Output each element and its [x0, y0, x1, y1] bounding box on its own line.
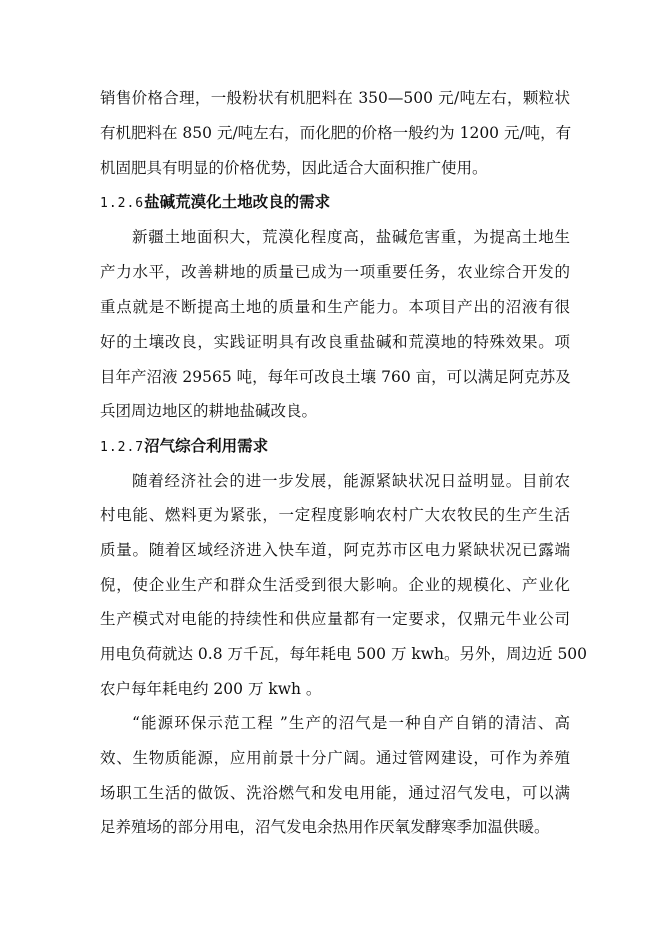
paragraph-line: 产力水平，改善耕地的质量已成为一项重要任务，农业综合开发的 [100, 263, 570, 281]
paragraph-line: 生产模式对电能的持续性和供应量都有一定要求，仅鼎元牛业公司 [100, 610, 570, 628]
paragraph-line: 重点就是不断提高土地的质量和生产能力。本项目产出的沼液有很 [100, 298, 570, 316]
paragraph-line: 好的土壤改良，实践证明具有改良重盐碱和荒漠地的特殊效果。项 [100, 333, 570, 351]
paragraph-line: 效、生物质能源，应用前景十分广阔。通过管网建设，可作为养殖 [100, 749, 570, 767]
paragraph-line: 村电能、燃料更为紧张，一定程度影响农村广大农牧民的生产生活 [100, 506, 570, 524]
paragraph-line: 机固肥具有明显的价格优势，因此适合大面积推广使用。 [100, 159, 488, 177]
paragraph-line: 销售价格合理，一般粉状有机肥料在 350—500 元/吨左右，颗粒状 [100, 89, 570, 107]
paragraph-line: 随着经济社会的进一步发展，能源紧缺状况日益明显。目前农 [132, 472, 570, 490]
paragraph-line: 兵团周边地区的耕地盐碱改良。 [100, 402, 318, 420]
section-heading-1-2-7 [100, 436, 570, 458]
paragraph-line: 场职工生活的做饭、洗浴燃气和发电用能，通过沼气发电，可以满 [100, 784, 570, 802]
paragraph-line: “能源环保示范工程 ”生产的沼气是一种自产自销的清洁、高 [132, 714, 570, 732]
paragraph-line: 用电负荷就达 0.8 万千瓦，每年耗电 500 万 kwh。另外，周边近 500 [100, 645, 588, 663]
section-title: 盐碱荒漠化土地改良的需求 [144, 192, 331, 211]
section-heading-1-2-6 [100, 192, 570, 214]
paragraph-line: 新疆土地面积大，荒漠化程度高，盐碱危害重，为提高土地生 [132, 228, 570, 246]
section-number: 1.2.6 [100, 196, 145, 211]
section-title: 沼气综合利用需求 [144, 436, 269, 455]
paragraph-line: 倪，使企业生产和群众生活受到很大影响。企业的规模化、产业化 [100, 576, 570, 594]
section-number: 1.2.7 [100, 440, 145, 455]
paragraph-line: 目年产沼液 29565 吨，每年可改良土壤 760 亩，可以满足阿克苏及 [100, 368, 571, 386]
paragraph-line: 质量。随着区域经济进入快车道，阿克苏市区电力紧缺状况已露端 [100, 541, 570, 559]
paragraph-line: 农户每年耗电约 200 万 kwh 。 [100, 680, 322, 698]
paragraph-line: 足养殖场的部分用电，沼气发电余热用作厌氧发酵寒季加温供暖。 [100, 818, 550, 836]
paragraph-line: 有机肥料在 850 元/吨左右，而化肥的价格一般约为 1200 元/吨，有 [100, 124, 572, 142]
